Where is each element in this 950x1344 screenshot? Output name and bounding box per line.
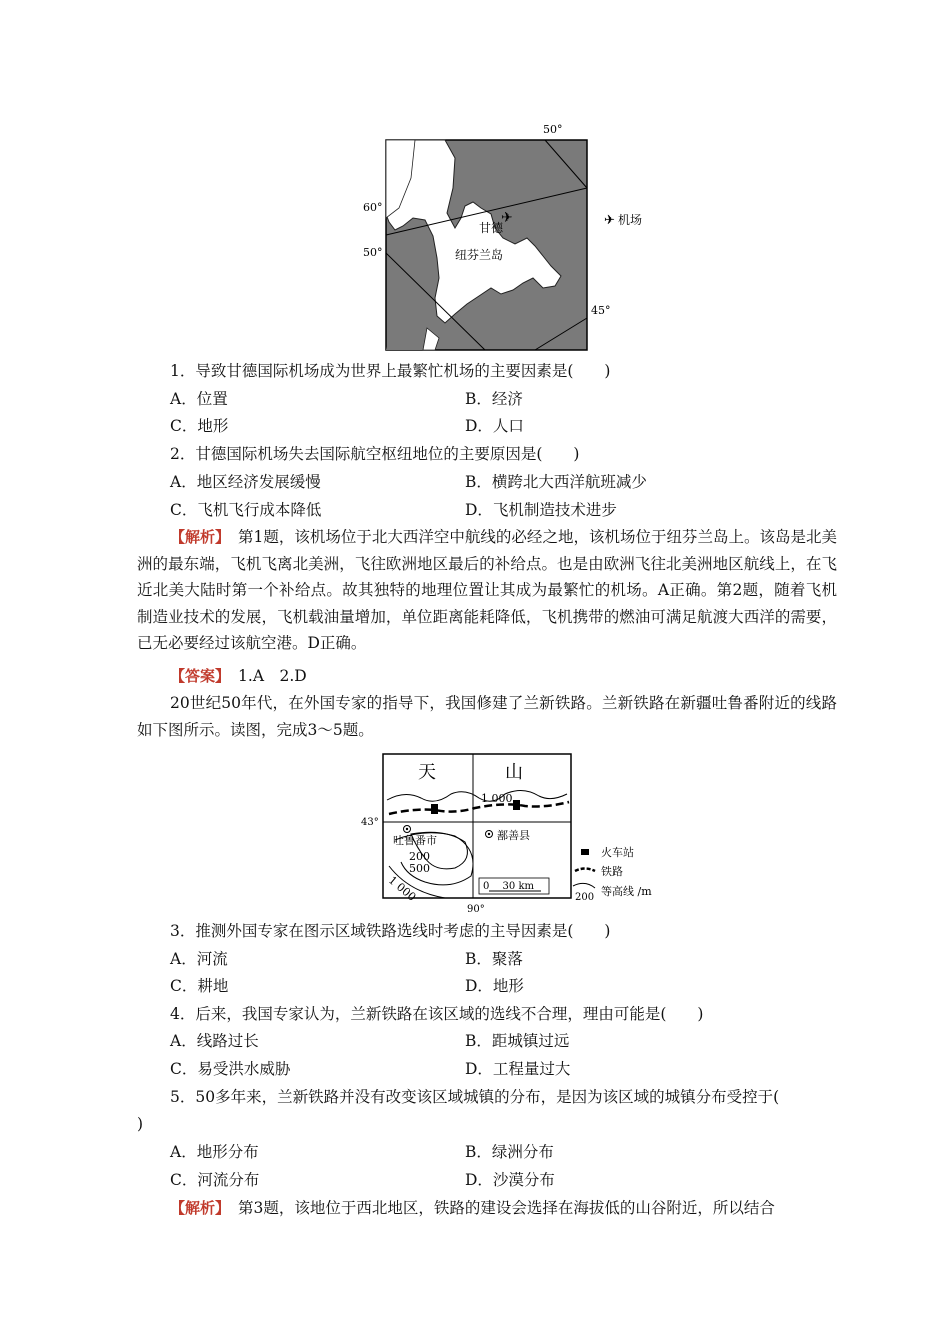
q5-option-a: A．地形分布 <box>170 1143 259 1161</box>
analysis-2-tag: 【解析】 <box>170 1199 223 1217</box>
label-shanshan: 鄯善县 <box>497 829 530 842</box>
q5-stem: 5．50多年来，兰新铁路并没有改变该区域城镇的分布，是因为该区域的城镇分布受控于( <box>170 1088 780 1106</box>
legend-contour-label: 等高线 /m <box>601 885 652 898</box>
q2-option-b: B．横跨北大西洋航班减少 <box>465 473 647 491</box>
q4-stem: 4．后来，我国专家认为，兰新铁路在该区域的选线不合理，理由可能是( ) <box>170 1005 704 1023</box>
q3-option-a: A．河流 <box>170 950 228 968</box>
label-shan: 山 <box>505 762 523 783</box>
q5-option-c: C．河流分布 <box>170 1171 260 1189</box>
station-1 <box>431 804 438 814</box>
analysis-1 <box>137 524 837 657</box>
answer-1-tag: 【答案】 <box>170 667 223 685</box>
label-gander: 甘德 <box>479 221 504 235</box>
q4-option-d: D．工程量过大 <box>465 1060 571 1078</box>
q5-option-d: D．沙漠分布 <box>465 1171 555 1189</box>
analysis-1-tag: 【解析】 <box>170 528 223 546</box>
label-contour-500: 500 <box>409 862 430 875</box>
q4-option-c: C．易受洪水威胁 <box>170 1060 291 1078</box>
q2-option-d: D．飞机制造技术进步 <box>465 501 617 519</box>
q1-option-c: C．地形 <box>170 417 229 435</box>
newfoundland-map <box>355 118 655 353</box>
airport-icon: ✈ <box>501 210 513 226</box>
q4-option-b: B．距城镇过远 <box>465 1032 570 1050</box>
q1-option-a: A．位置 <box>170 390 228 408</box>
label-lat-43: 43° <box>361 817 379 828</box>
intro-2 <box>137 690 837 743</box>
q2-stem: 2．甘德国际机场失去国际航空枢纽地位的主要原因是( ) <box>170 445 580 463</box>
answer-1 <box>170 666 307 686</box>
label-lat-50-left: 50° <box>363 246 383 259</box>
legend-contour-icon <box>573 883 595 888</box>
q5-option-b: B．绿洲分布 <box>465 1143 554 1161</box>
q2-option-c: C．飞机飞行成本降低 <box>170 501 322 519</box>
q1-option-b: B．经济 <box>465 390 523 408</box>
label-lat-50-top: 50° <box>543 123 563 136</box>
label-contour-1000-top: 1 000 <box>481 792 513 805</box>
legend-airport-label: 机场 <box>618 213 643 227</box>
intro-2-text: 20世纪50年代，在外国专家的指导下，我国修建了兰新铁路。兰新铁路在新疆吐鲁番附近的线路如下图所示。读图，完成3～5题。 <box>137 694 837 739</box>
legend-contour-value: 200 <box>575 892 595 903</box>
q3-option-d: D．地形 <box>465 977 524 995</box>
legend-airport-icon: ✈ <box>604 213 615 228</box>
analysis-2-text: 第3题，该地位于西北地区，铁路的建设会选择在海拔低的山谷附近，所以结合 <box>238 1199 775 1217</box>
q3-option-b: B．聚落 <box>465 950 523 968</box>
scale-bar-label: 0 30 km <box>483 881 534 892</box>
turpan-railway-map <box>355 750 652 920</box>
q1-stem: 1．导致甘德国际机场成为世界上最繁忙机场的主要因素是( ) <box>170 362 611 380</box>
label-island: 纽芬兰岛 <box>455 248 504 262</box>
q5-stem-end: ) <box>137 1115 144 1133</box>
analysis-1-text: 第1题，该机场位于北大西洋空中航线的必经之地，该机场位于纽芬兰岛上。该岛是北美洲的最东端，飞机飞离北美洲，飞往欧洲地区最后的补给点。也是由欧洲飞往北美洲地区航线上，在飞近北美大陆时第一个补给点。故其独特的地理位置让其成为最繁忙的机场。A正确。第2题，随着飞机制造业技术的发展，飞机载油量增加，单位距离能耗降低，飞机携带的燃油可满足航渡大西洋的需要，已无必要经过该航空港。D正确。 <box>137 528 837 652</box>
q3-stem: 3．推测外国专家在图示区域铁路选线时考虑的主导因素是( ) <box>170 922 611 940</box>
legend-rail-label: 铁路 <box>601 865 623 878</box>
legend-rail-icon <box>575 869 595 872</box>
q2-option-a: A．地区经济发展缓慢 <box>170 473 321 491</box>
label-contour-200: 200 <box>409 850 430 863</box>
label-lat-60: 60° <box>363 201 383 214</box>
label-lat-45: 45° <box>591 304 611 317</box>
q1-option-d: D．人口 <box>465 417 524 435</box>
analysis-2 <box>170 1198 775 1218</box>
legend-station-icon <box>581 849 589 855</box>
legend-station-label: 火车站 <box>601 846 634 859</box>
station-2 <box>513 800 520 810</box>
answer-1-text: 1.A 2.D <box>238 667 307 685</box>
q3-option-c: C．耕地 <box>170 977 229 995</box>
label-lon-90: 90° <box>467 904 485 915</box>
label-contour-1000-bottom: 1 000 <box>385 873 419 904</box>
q4-option-a: A．线路过长 <box>170 1032 259 1050</box>
label-turpan: 吐鲁番市 <box>393 834 437 847</box>
label-tian: 天 <box>418 762 436 783</box>
